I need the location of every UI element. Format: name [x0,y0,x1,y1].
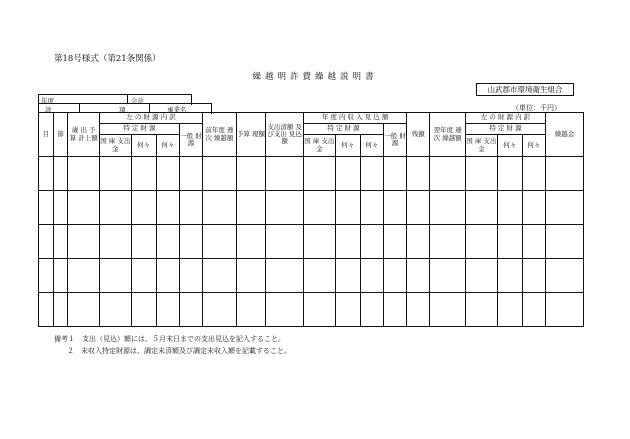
explanation-table [38,112,584,327]
col-kokko-1: 国 庫 支出金 [99,135,131,157]
col-kokko-3: 国 庫 支出金 [466,135,498,157]
table-row [39,259,584,293]
col-ippan-1: 一般 財源 [179,124,202,157]
col-left-finance-1: 左 の 財 源 内 訳 [99,113,202,124]
col-nanira-1b: 何々 [156,135,179,157]
year-label: 年度 [41,97,54,105]
remark-1: 備考１ 支出（見込）額には、５月末日までの支出見込を記入すること。 [54,335,285,343]
remark-2: ２ 未収入特定財源は、調定未済額及び調定未収入額を記載すること。 [67,347,291,355]
col-zangaku: 残額 [407,113,430,157]
col-moku: 目 [39,113,54,157]
table-row [39,191,584,225]
col-yosan-genkaku: 予算 現額 [236,113,265,157]
col-yokunendo: 翌年度 逓 次 繰越額 [430,113,466,157]
col-zennendo: 前年度 逓 次 繰越額 [203,113,237,157]
col-nanira-3a: 何々 [497,135,522,157]
col-nanira-2b: 何々 [360,135,383,157]
form-number-label: 第18号様式（第21条関係） [54,54,161,64]
account-label: 会計 [131,97,144,105]
kan-label: 款 [45,106,52,114]
table-row [39,225,584,259]
kou-label: 項 [119,106,126,114]
col-nanira-1a: 何々 [131,135,156,157]
col-tokutei-3: 特 定 財 源 [466,124,546,135]
unit-label: （単位：千円） [512,104,561,112]
col-setsu: 節 [53,113,68,157]
col-tokutei-2: 特 定 財 源 [304,124,384,135]
col-kokko-2: 国 庫 支出金 [304,135,336,157]
document-title: 繰越明許費繰越説明書 [252,72,378,82]
col-saishutsu: 歳 出 予 算 計上額 [68,113,100,157]
col-kurikoshi-kin: 繰越金 [545,113,583,157]
col-tokutei-1: 特 定 財 源 [99,124,179,135]
col-ippan-2: 一般 財源 [383,124,406,157]
col-nanira-3b: 何々 [522,135,545,157]
col-shishutsu-sumi: 支出済額 及び支出 見込額 [266,113,304,157]
col-nendo-shunyu: 年 度 内 収 入 見 込 額 [304,113,407,124]
organization-box: 山武郡市環境衛生組合 [476,83,574,96]
col-nanira-2a: 何々 [335,135,360,157]
col-left-finance-2: 左 の 財 源 内 訳 [466,113,546,124]
project-label: 事業名 [167,106,187,114]
table-row [39,157,584,191]
table-row [39,293,584,327]
